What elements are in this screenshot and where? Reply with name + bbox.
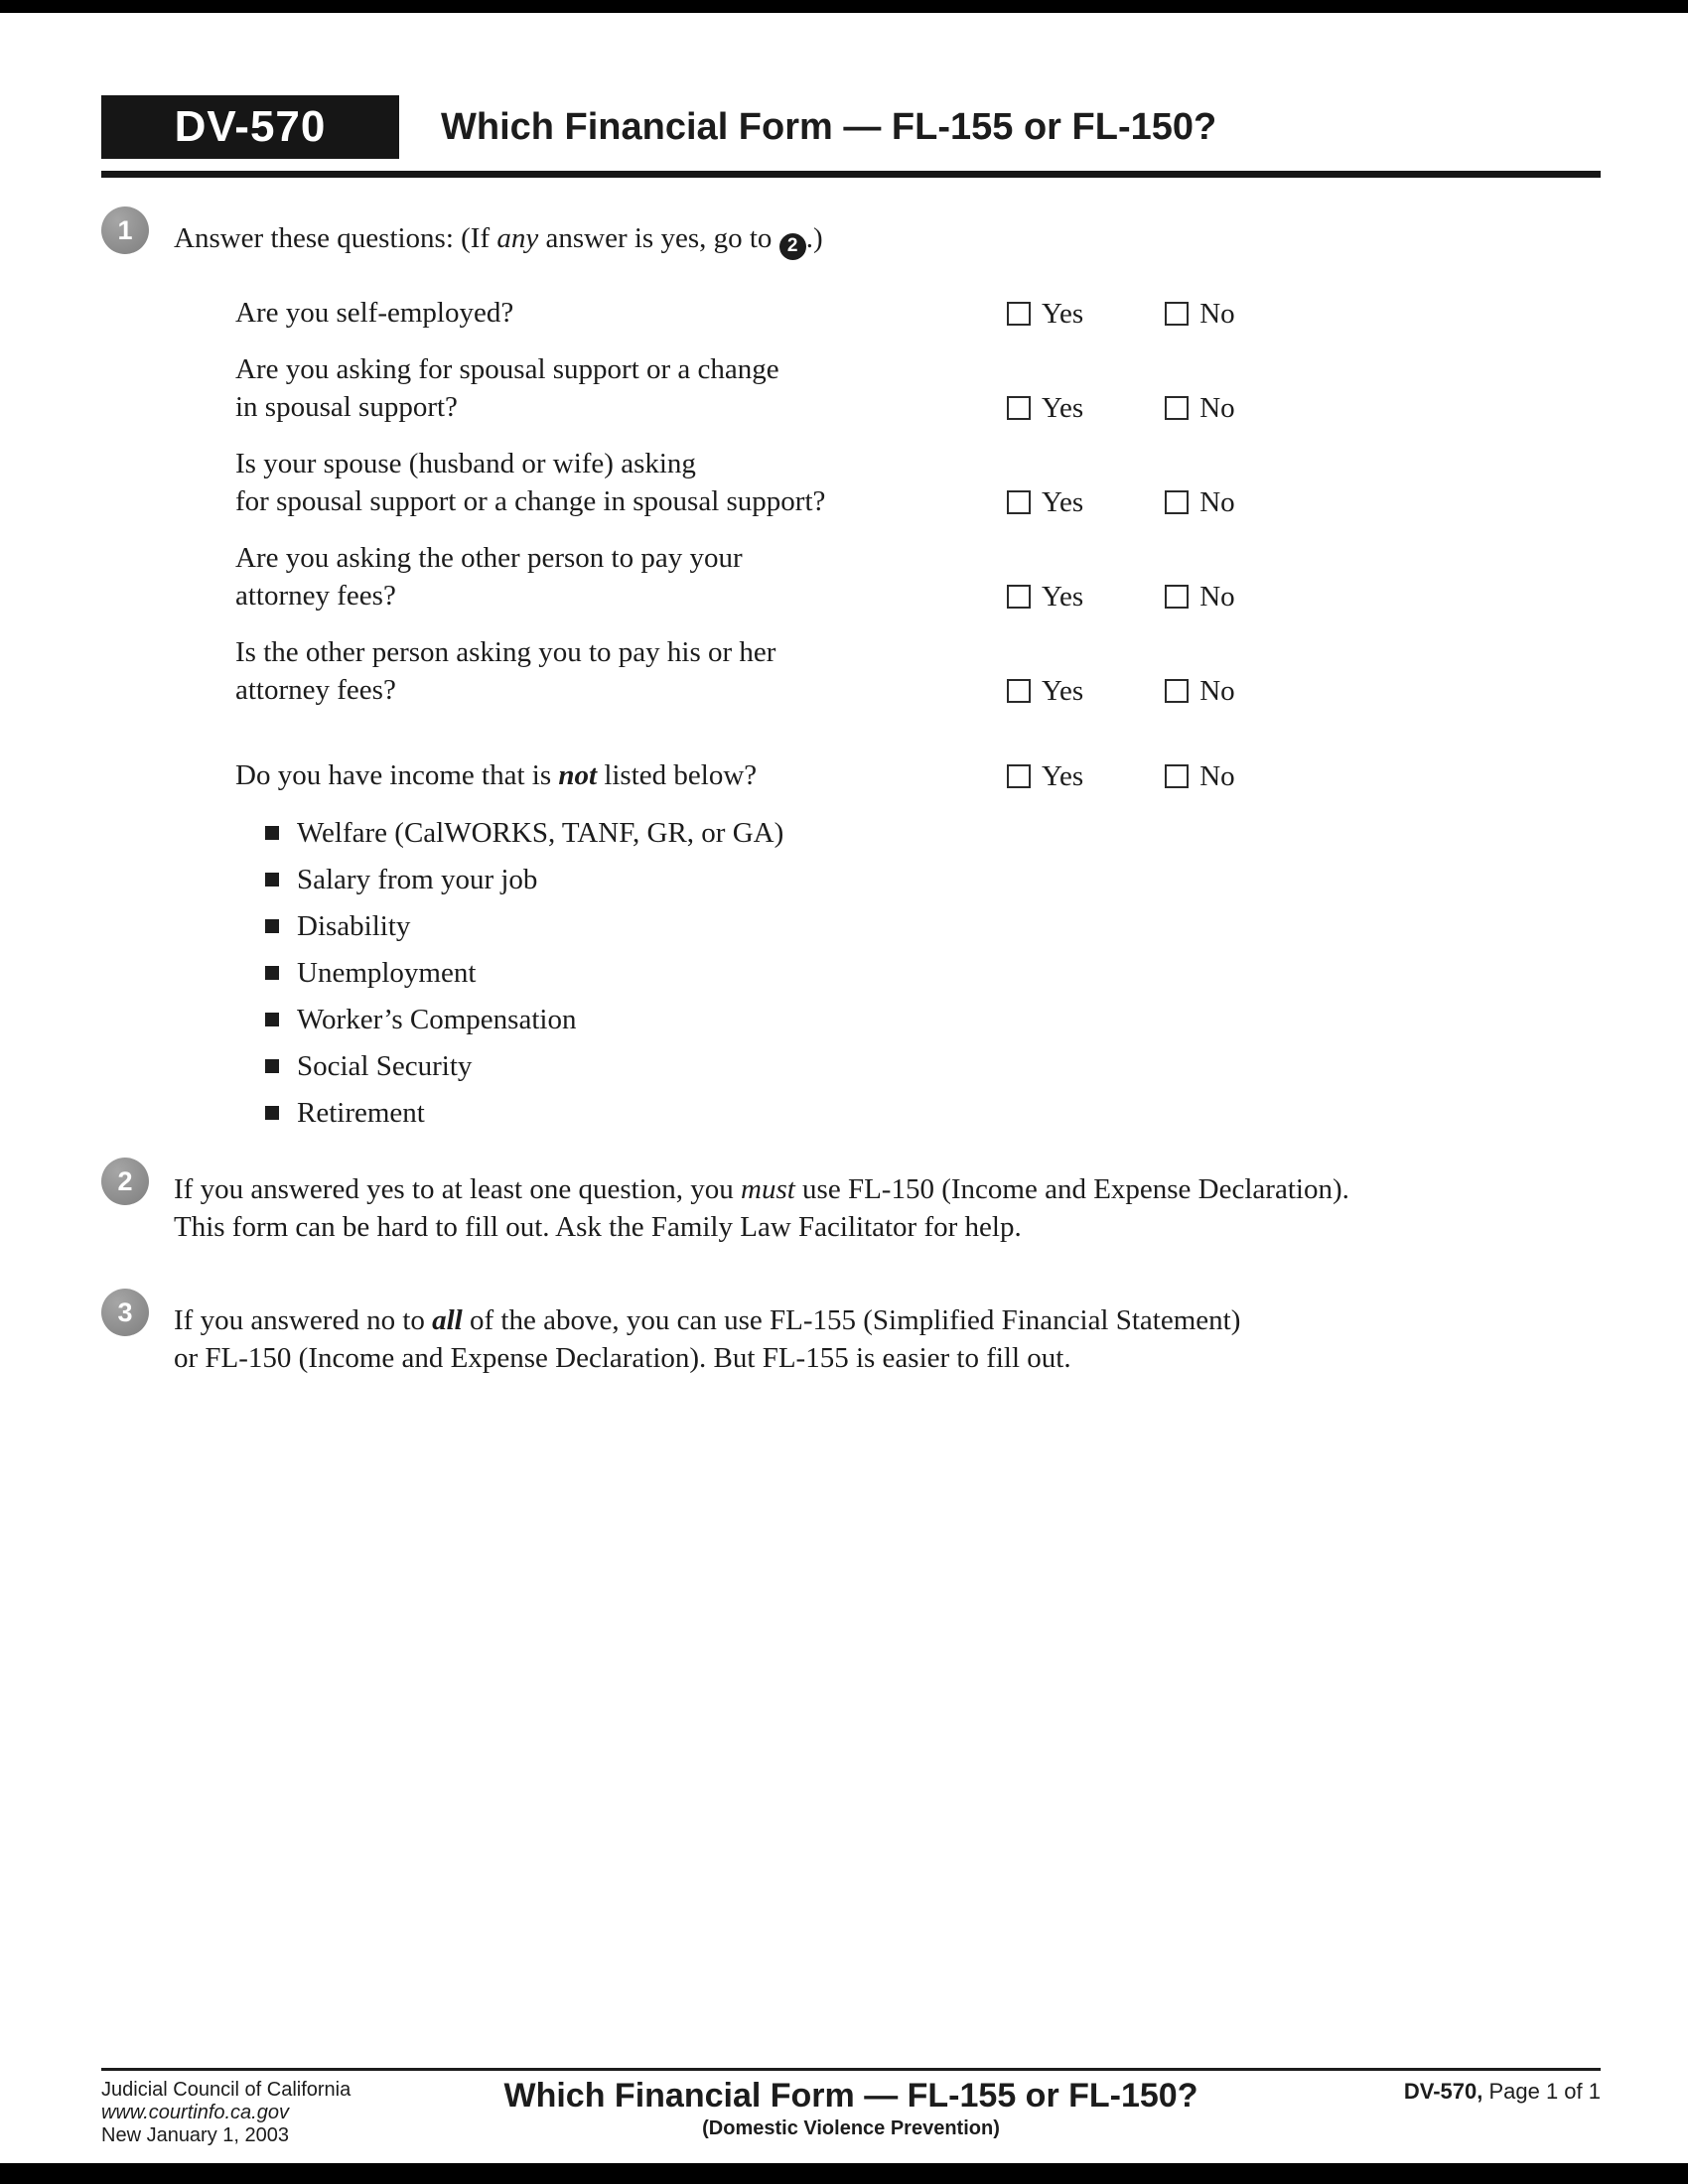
square-bullet-icon (265, 873, 279, 887)
form-number-badge (101, 95, 399, 159)
income-item-salary: Salary from your job (265, 857, 1601, 903)
no-label: No (1199, 391, 1235, 424)
yes-label: Yes (1042, 759, 1084, 792)
question-4-no-checkbox[interactable] (1165, 580, 1235, 613)
footer-form-number: DV-570, (1403, 2079, 1483, 2104)
checkbox-icon (1007, 585, 1031, 609)
question-list (174, 294, 1601, 1137)
intro-text-pre: Answer these questions: (If (174, 222, 497, 254)
yes-label: Yes (1042, 674, 1084, 707)
no-label: No (1199, 759, 1235, 792)
checkbox-icon (1165, 585, 1189, 609)
income-item-social-security: Social Security (265, 1043, 1601, 1090)
checkbox-icon (1007, 679, 1031, 703)
footer-form-subtitle: (Domestic Violence Prevention) (702, 2117, 1000, 2139)
square-bullet-icon (265, 1059, 279, 1073)
checkbox-icon (1007, 396, 1031, 420)
income-type-list (265, 810, 1601, 1137)
square-bullet-icon (265, 919, 279, 933)
step-2-text-line2: This form can be hard to fill out. Ask the Family Law Facilitator for help. (174, 1211, 1022, 1243)
footer-rule (101, 2068, 1601, 2071)
income-item-unemployment: Unemployment (265, 950, 1601, 997)
yes-label: Yes (1042, 485, 1084, 518)
checkbox-icon (1165, 302, 1189, 326)
question-2-text-line1: Are you asking for spousal support or a change (235, 352, 779, 385)
question-6-yes-checkbox[interactable] (1007, 759, 1084, 792)
step-2-number-badge: 2 (101, 1158, 149, 1205)
checkbox-icon (1165, 679, 1189, 703)
square-bullet-icon (265, 966, 279, 980)
step-3 (101, 1293, 1601, 1377)
footer-url: www.courtinfo.ca.gov (101, 2102, 289, 2123)
intro-text-mid: answer is yes, go to (538, 222, 779, 254)
no-label: No (1199, 674, 1235, 707)
intro-text-any: any (496, 222, 539, 254)
question-6-post: listed below? (597, 758, 758, 791)
yes-label: Yes (1042, 391, 1084, 424)
square-bullet-icon (265, 826, 279, 840)
checkbox-icon (1165, 396, 1189, 420)
question-4-yes-checkbox[interactable] (1007, 580, 1084, 613)
footer-page-info (1404, 2079, 1601, 2105)
footer-org: Judicial Council of California (101, 2079, 352, 2101)
step-3-text-line1: If you answered no to all of the above, you can use FL-155 (Simplified Financial Statement) (174, 1304, 1241, 1336)
step-1-intro (174, 219, 1601, 260)
question-1-text: Are you self-employed? (235, 296, 514, 329)
bottom-edge-bar (0, 2163, 1688, 2184)
footer-form-title: Which Financial Form — FL-155 or FL-150? (503, 2077, 1198, 2115)
yes-label: Yes (1042, 580, 1084, 613)
step-3-all: all (432, 1304, 463, 1336)
top-edge-bar (0, 0, 1688, 13)
question-4-text-line1: Are you asking the other person to pay your (235, 541, 743, 574)
footer-revision-date: New January 1, 2003 (101, 2124, 290, 2146)
no-label: No (1199, 580, 1235, 613)
question-4-text-line2: attorney fees? (235, 579, 396, 612)
question-2-yes-checkbox[interactable] (1007, 391, 1084, 424)
question-row-1 (235, 294, 1235, 332)
checkbox-icon (1007, 764, 1031, 788)
question-2-text-line2: in spousal support? (235, 390, 458, 423)
question-6-pre: Do you have income that is (235, 758, 559, 791)
question-4-answers (1007, 580, 1235, 613)
form-number: DV-570 (174, 102, 327, 151)
checkbox-icon (1007, 490, 1031, 514)
question-1-answers (1007, 297, 1235, 330)
question-row-2 (235, 350, 1235, 426)
step-1-body (174, 210, 1601, 1137)
question-5-text-line1: Is the other person asking you to pay his or her (235, 635, 776, 668)
question-5-no-checkbox[interactable] (1165, 674, 1235, 707)
question-2-no-checkbox[interactable] (1165, 391, 1235, 424)
no-label: No (1199, 485, 1235, 518)
step-2-body (174, 1161, 1601, 1246)
income-item-workers-comp: Worker’s Compensation (265, 997, 1601, 1043)
question-6-no-checkbox[interactable] (1165, 759, 1235, 792)
no-label: No (1199, 297, 1235, 330)
question-1-yes-checkbox[interactable] (1007, 297, 1084, 330)
question-3-text-line1: Is your spouse (husband or wife) asking (235, 447, 696, 479)
step-1 (101, 210, 1601, 1137)
question-row-4 (235, 539, 1235, 614)
intro-text-end: .) (805, 222, 823, 254)
step-1-number-badge: 1 (101, 206, 149, 254)
form-footer (101, 2077, 1601, 2146)
checkbox-icon (1007, 302, 1031, 326)
question-5-yes-checkbox[interactable] (1007, 674, 1084, 707)
question-row-6 (235, 756, 1235, 794)
income-item-disability: Disability (265, 903, 1601, 950)
question-row-3 (235, 445, 1235, 520)
square-bullet-icon (265, 1106, 279, 1120)
question-5-text-line2: attorney fees? (235, 673, 396, 706)
question-2-answers (1007, 391, 1235, 424)
yes-label: Yes (1042, 297, 1084, 330)
header-rule (101, 171, 1601, 178)
circled-2-icon: 2 (779, 233, 806, 260)
question-3-answers (1007, 485, 1235, 518)
question-1-no-checkbox[interactable] (1165, 297, 1235, 330)
question-row-5 (235, 633, 1235, 709)
square-bullet-icon (265, 1013, 279, 1026)
income-item-welfare: Welfare (CalWORKS, TANF, GR, or GA) (265, 810, 1601, 857)
step-3-body (174, 1293, 1601, 1377)
question-3-yes-checkbox[interactable] (1007, 485, 1084, 518)
question-6-not: not (558, 758, 598, 791)
footer-page-number: Page 1 of 1 (1482, 2079, 1601, 2104)
question-6-answers (1007, 759, 1235, 792)
checkbox-icon (1165, 490, 1189, 514)
step-2 (101, 1161, 1601, 1246)
question-3-no-checkbox[interactable] (1165, 485, 1235, 518)
step-3-number-badge: 3 (101, 1289, 149, 1336)
form-header (101, 95, 1601, 159)
income-item-retirement: Retirement (265, 1090, 1601, 1137)
step-3-text-line2: or FL-150 (Income and Expense Declaration). But FL-155 is easier to fill out. (174, 1342, 1071, 1374)
question-5-answers (1007, 674, 1235, 707)
checkbox-icon (1165, 764, 1189, 788)
form-title: Which Financial Form — FL-155 or FL-150? (441, 105, 1217, 148)
step-2-must: must (741, 1173, 795, 1205)
step-2-text-line1: If you answered yes to at least one question, you must use FL-150 (Income and Expense Declaration). (174, 1173, 1349, 1205)
footer-title-block (101, 2077, 1601, 2140)
question-3-text-line2: for spousal support or a change in spousal support? (235, 484, 826, 517)
